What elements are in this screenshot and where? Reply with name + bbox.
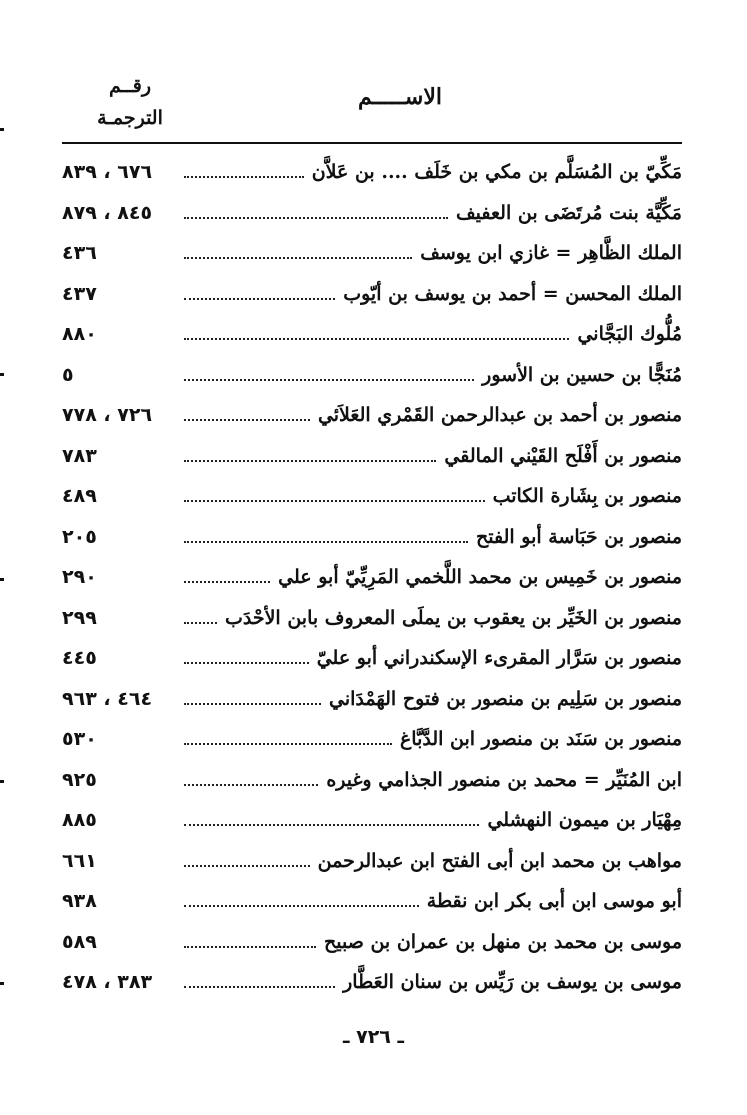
index-entry [62,922,682,963]
index-entry [62,355,682,396]
index-entry [62,557,682,598]
entry-number: ٤٦٤ ، ٩٦٣ [62,687,153,710]
index-list [0,152,747,1003]
edge-mark [0,578,4,581]
entry-number: ٩٣٨ [62,890,97,913]
leader-dots [184,541,468,543]
index-entry [62,841,682,882]
entry-number: ٤٣٧ [62,282,97,305]
number-header-line2: الترجمـة [97,107,163,129]
leader-dots [184,419,310,421]
entry-number: ٤٣٦ [62,242,97,265]
entry-number: ٤٤٥ [62,647,97,670]
leader-dots [184,217,448,219]
entry-name: منصور بن سَنَد بن منصور ابن الدَّبَّاغ [399,728,682,751]
entry-name: موسى بن محمد بن منهل بن عمران بن صبيح [323,930,682,953]
entry-number: ٧٢٦ ، ٧٧٨ [62,404,153,427]
header-rule [62,142,682,144]
leader-dots [184,986,335,988]
edge-mark [0,982,4,985]
page-number: ـ ٧٢٦ ـ [342,1026,404,1048]
leader-dots [184,500,485,502]
index-entry [62,152,682,193]
leader-dots [184,905,419,907]
leader-dots [184,824,479,826]
name-column-header: الاســـــم [358,84,442,110]
number-column-header [60,70,200,134]
entry-name: ابن المُنَيِّر = محمد بن منصور الجذامي وغيره [326,768,682,791]
entry-name: منصور بن حَبَاسة أبو الفتح [475,525,682,548]
entry-number: ٢٩٩ [62,606,97,629]
entry-number: ٥٣٠ [62,728,97,751]
entry-name: مِهْيَار بن ميمون النهشلي [487,809,682,832]
entry-name: منصور بن أحمد بن عبدالرحمن القَمْري العَلاَئي [317,404,682,427]
entry-name: الملك المحسن = أحمد بن يوسف بن أيّوب [343,282,682,305]
number-header-line1: رقــم [108,75,152,97]
leader-dots [184,946,316,948]
entry-number: ٨٤٥ ، ٨٧٩ [62,201,153,224]
index-entry [62,233,682,274]
entry-name: موسى بن يوسف بن رَيِّس بن سنان العَطَّار [343,971,682,994]
entry-name: مَكِّيَّة بنت مُرتَضَى بن العفيف [456,201,682,224]
entry-name: منصور بن بِشَارة الكاتب [492,485,682,508]
edge-mark [0,128,4,131]
leader-dots [184,865,310,867]
entry-number: ٣٨٣ ، ٤٧٨ [62,971,153,994]
entry-number: ٥٨٩ [62,930,97,953]
edge-mark [0,373,4,376]
leader-dots [184,743,392,745]
leader-dots [184,298,335,300]
entry-number: ٨٨٥ [62,809,97,832]
index-entry [62,395,682,436]
index-entry [62,962,682,1003]
leader-dots [184,784,318,786]
index-entry [62,719,682,760]
entry-name: مَكِّيّ بن المُسَلَّم بن مكي بن خَلَف .... بن عَلاَّن [311,161,682,184]
entry-name: مُلُّوك البَجَّاني [577,323,682,346]
entry-name: أبو موسى ابن أبى بكر ابن نقطة [426,890,682,913]
entry-name: منصور بن سَلِيم بن منصور بن فتوح الهَمْدَاني [329,687,682,710]
leader-dots [184,379,474,381]
leader-dots [184,176,304,178]
leader-dots [184,338,569,340]
entry-number: ٦٦١ [62,849,97,872]
index-entry [62,800,682,841]
entry-number: ٩٢٥ [62,768,97,791]
entry-name: منصور بن سَرَّار المقرىء الإسكندراني أبو عليّ [316,647,682,670]
index-entry [62,517,682,558]
leader-dots [184,581,270,583]
leader-dots [184,703,321,705]
entry-number: ٢٩٠ [62,566,97,589]
entry-name: منصور بن أَفْلَح القَيْني المالقي [444,444,682,467]
index-entry [62,638,682,679]
index-entry [62,679,682,720]
index-entry [62,476,682,517]
entry-name: الملك الظَّاهِر = غازي ابن يوسف [420,242,682,265]
entry-name: منصور بن الخَيِّر بن يعقوب بن يملَى المعروف بابن الأحْدَب [224,606,682,629]
entry-name: مُنَجًّا بن حسين بن الأسور [482,363,682,386]
entry-number: ٢٠٥ [62,525,97,548]
entry-name: مواهب بن محمد ابن أبى الفتح ابن عبدالرحمن [317,849,682,872]
leader-dots [184,257,412,259]
leader-dots [184,662,309,664]
entry-number: ٧٨٣ [62,444,97,467]
leader-dots [184,622,217,624]
index-entry [62,193,682,234]
leader-dots [184,460,436,462]
entry-number: ٤٨٩ [62,485,97,508]
index-entry [62,760,682,801]
index-entry [62,274,682,315]
index-entry [62,314,682,355]
index-entry [62,598,682,639]
entry-name: منصور بن خَمِيس بن محمد اللَّخمي المَرِيِّيّ أبو علي [278,566,682,589]
entry-number: ٦٧٦ ، ٨٣٩ [62,161,153,184]
entry-number: ٥ [62,363,74,386]
entry-number: ٨٨٠ [62,323,97,346]
index-entry [62,881,682,922]
edge-mark [0,780,4,783]
index-entry [62,436,682,477]
